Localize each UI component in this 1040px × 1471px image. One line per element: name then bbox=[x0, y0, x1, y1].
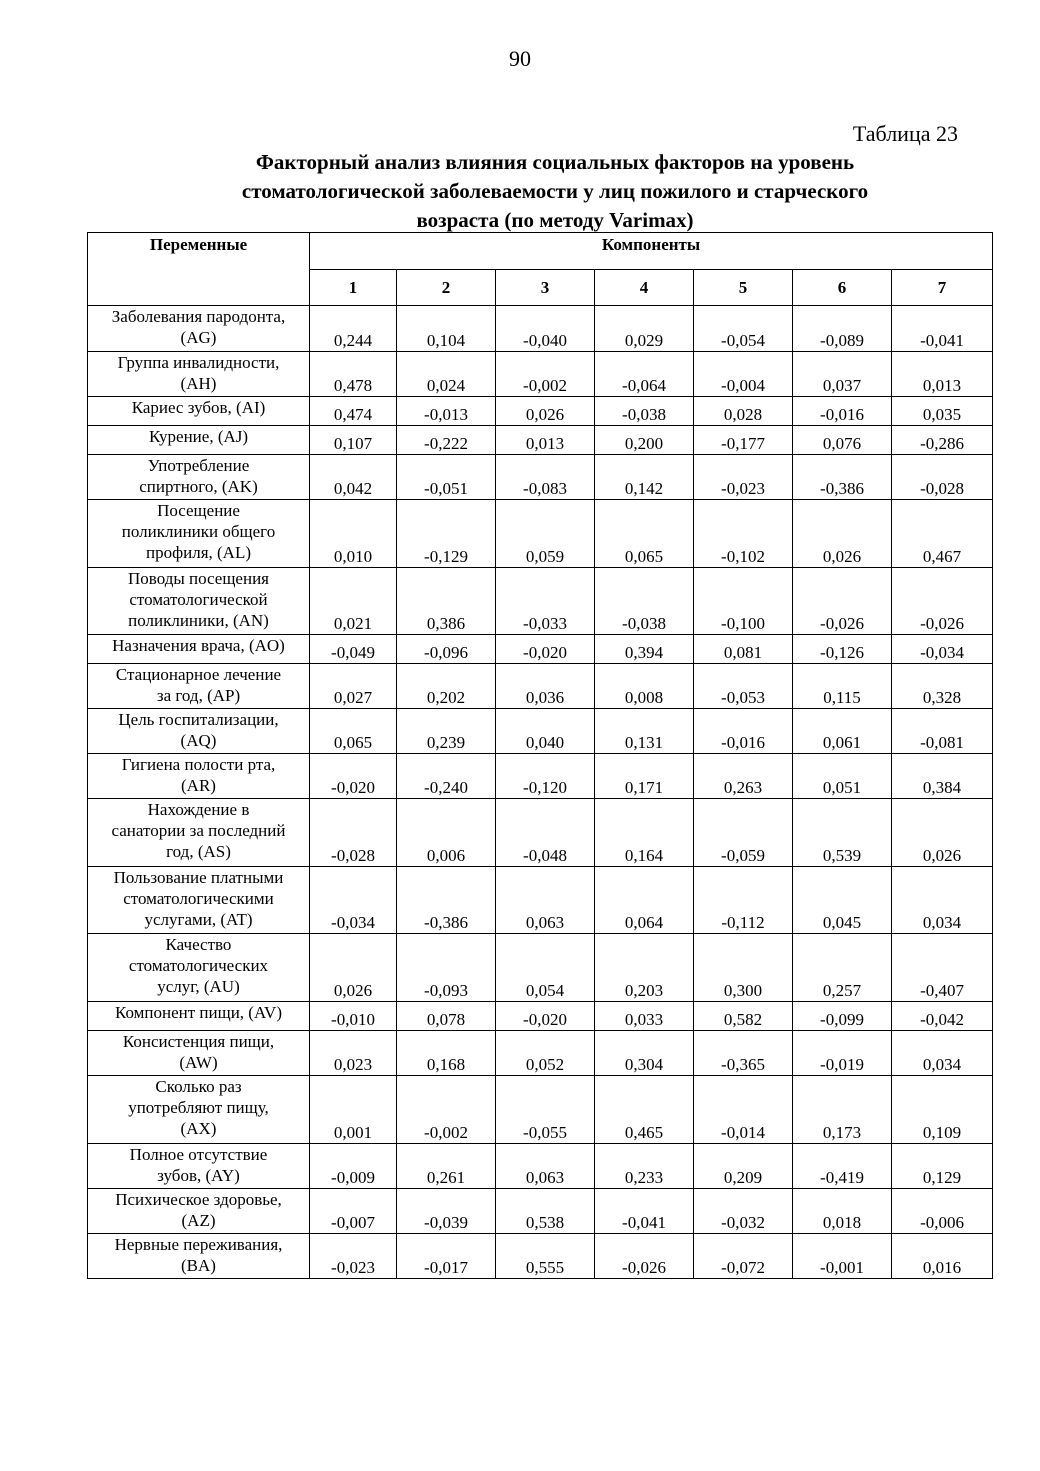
table-title bbox=[120, 148, 990, 235]
component-value-cell: -0,365 bbox=[694, 1031, 793, 1076]
component-value-cell: -0,093 bbox=[397, 934, 496, 1002]
table-row bbox=[88, 397, 993, 426]
component-value-cell: -0,038 bbox=[595, 397, 694, 426]
component-value-cell: -0,002 bbox=[496, 352, 595, 397]
component-value-cell: 0,010 bbox=[310, 500, 397, 568]
component-value-cell: 0,063 bbox=[496, 1144, 595, 1189]
variable-label bbox=[88, 397, 310, 426]
table-title-line: стоматологической заболеваемости у лиц пожилого и старческого bbox=[241, 179, 869, 203]
table-body bbox=[88, 306, 993, 1279]
component-value-cell: 0,027 bbox=[310, 664, 397, 709]
component-value-cell: -0,129 bbox=[397, 500, 496, 568]
component-value-cell: -0,001 bbox=[793, 1234, 892, 1279]
component-value-cell: 0,063 bbox=[496, 867, 595, 934]
variable-label-line: (AX) bbox=[180, 1119, 217, 1138]
component-value-cell: 0,465 bbox=[595, 1076, 694, 1144]
variable-label bbox=[88, 455, 310, 500]
component-value-cell: -0,112 bbox=[694, 867, 793, 934]
component-value-cell: 0,028 bbox=[694, 397, 793, 426]
component-value-cell: 0,261 bbox=[397, 1144, 496, 1189]
component-value-cell: -0,419 bbox=[793, 1144, 892, 1189]
component-value-cell: 0,209 bbox=[694, 1144, 793, 1189]
component-value-cell: 0,006 bbox=[397, 799, 496, 867]
variable-label bbox=[88, 426, 310, 455]
components-header: Компоненты bbox=[310, 233, 993, 270]
variable-label-line: услуг, (AU) bbox=[157, 977, 240, 996]
variable-label-line: Группа инвалидности, bbox=[117, 353, 280, 372]
component-value-cell: -0,051 bbox=[397, 455, 496, 500]
component-value-cell: 0,065 bbox=[595, 500, 694, 568]
component-value-cell: 0,013 bbox=[496, 426, 595, 455]
component-value-cell: -0,026 bbox=[793, 568, 892, 635]
component-value-cell: 0,016 bbox=[892, 1234, 993, 1279]
variable-label-line: Цель госпитализации, bbox=[118, 710, 279, 729]
component-value-cell: -0,009 bbox=[310, 1144, 397, 1189]
component-value-cell: 0,263 bbox=[694, 754, 793, 799]
component-value-cell: 0,474 bbox=[310, 397, 397, 426]
component-value-cell: 0,107 bbox=[310, 426, 397, 455]
component-value-cell: 0,051 bbox=[793, 754, 892, 799]
component-value-cell: 0,029 bbox=[595, 306, 694, 352]
table-row bbox=[88, 1189, 993, 1234]
component-value-cell: 0,026 bbox=[496, 397, 595, 426]
variable-label-line: стоматологической bbox=[129, 590, 268, 609]
component-value-cell: -0,099 bbox=[793, 1002, 892, 1031]
variable-label bbox=[88, 635, 310, 664]
component-value-cell: -0,004 bbox=[694, 352, 793, 397]
component-value-cell: 0,467 bbox=[892, 500, 993, 568]
component-value-cell: -0,386 bbox=[793, 455, 892, 500]
variable-label bbox=[88, 1234, 310, 1279]
variable-label-line: стоматологических bbox=[128, 956, 269, 975]
table-title-line: возраста (по методу Varimax) bbox=[416, 208, 694, 232]
component-value-cell: -0,039 bbox=[397, 1189, 496, 1234]
component-value-cell: 0,026 bbox=[892, 799, 993, 867]
component-value-cell: -0,083 bbox=[496, 455, 595, 500]
component-value-cell: -0,028 bbox=[892, 455, 993, 500]
component-value-cell: 0,081 bbox=[694, 635, 793, 664]
variable-label-line: Назначения врача, (AO) bbox=[112, 636, 285, 655]
variables-header: Переменные bbox=[88, 233, 310, 306]
component-value-cell: -0,014 bbox=[694, 1076, 793, 1144]
component-value-cell: -0,013 bbox=[397, 397, 496, 426]
component-value-cell: -0,016 bbox=[793, 397, 892, 426]
table-row bbox=[88, 1144, 993, 1189]
component-value-cell: 0,013 bbox=[892, 352, 993, 397]
variable-label bbox=[88, 1076, 310, 1144]
component-value-cell: -0,010 bbox=[310, 1002, 397, 1031]
component-number-header: 6 bbox=[793, 270, 892, 306]
component-value-cell: 0,052 bbox=[496, 1031, 595, 1076]
table-row bbox=[88, 1031, 993, 1076]
component-value-cell: -0,040 bbox=[496, 306, 595, 352]
component-value-cell: 0,203 bbox=[595, 934, 694, 1002]
component-value-cell: 0,040 bbox=[496, 709, 595, 754]
table-row bbox=[88, 500, 993, 568]
variable-label-line: Гигиена полости рта, bbox=[121, 755, 276, 774]
component-value-cell: -0,386 bbox=[397, 867, 496, 934]
component-value-cell: -0,034 bbox=[892, 635, 993, 664]
component-value-cell: 0,045 bbox=[793, 867, 892, 934]
component-value-cell: -0,064 bbox=[595, 352, 694, 397]
component-value-cell: 0,173 bbox=[793, 1076, 892, 1144]
variable-label-line: Консистенция пищи, bbox=[122, 1032, 275, 1051]
table-row bbox=[88, 635, 993, 664]
component-value-cell: -0,240 bbox=[397, 754, 496, 799]
variable-label bbox=[88, 934, 310, 1002]
variable-label-line: Компонент пищи, (AV) bbox=[114, 1003, 282, 1022]
variable-label-line: (BA) bbox=[181, 1256, 216, 1275]
variable-label-line: Пользование платными bbox=[113, 868, 284, 887]
component-value-cell: -0,100 bbox=[694, 568, 793, 635]
variable-label-line: год, (AS) bbox=[166, 842, 231, 861]
component-value-cell: 0,582 bbox=[694, 1002, 793, 1031]
component-value-cell: 0,036 bbox=[496, 664, 595, 709]
variable-label-line: поликлиники общего bbox=[121, 522, 276, 541]
component-value-cell: 0,023 bbox=[310, 1031, 397, 1076]
component-value-cell: 0,034 bbox=[892, 1031, 993, 1076]
component-value-cell: 0,164 bbox=[595, 799, 694, 867]
component-value-cell: 0,035 bbox=[892, 397, 993, 426]
component-value-cell: 0,059 bbox=[496, 500, 595, 568]
component-value-cell: 0,200 bbox=[595, 426, 694, 455]
component-value-cell: -0,286 bbox=[892, 426, 993, 455]
component-value-cell: -0,055 bbox=[496, 1076, 595, 1144]
component-value-cell: 0,328 bbox=[892, 664, 993, 709]
component-value-cell: 0,142 bbox=[595, 455, 694, 500]
component-value-cell: 0,008 bbox=[595, 664, 694, 709]
component-value-cell: 0,061 bbox=[793, 709, 892, 754]
component-number-header: 7 bbox=[892, 270, 993, 306]
component-value-cell: 0,001 bbox=[310, 1076, 397, 1144]
variable-label-line: профиля, (AL) bbox=[146, 543, 251, 562]
variable-label-line: (AW) bbox=[179, 1053, 218, 1072]
component-value-cell: 0,304 bbox=[595, 1031, 694, 1076]
component-value-cell: 0,104 bbox=[397, 306, 496, 352]
variable-label bbox=[88, 1002, 310, 1031]
component-value-cell: 0,394 bbox=[595, 635, 694, 664]
variable-label bbox=[88, 1144, 310, 1189]
variable-label-line: Посещение bbox=[157, 501, 240, 520]
component-value-cell: 0,033 bbox=[595, 1002, 694, 1031]
component-value-cell: 0,078 bbox=[397, 1002, 496, 1031]
component-value-cell: -0,023 bbox=[310, 1234, 397, 1279]
component-value-cell: -0,126 bbox=[793, 635, 892, 664]
component-value-cell: -0,028 bbox=[310, 799, 397, 867]
variable-label-line: Качество bbox=[165, 935, 232, 954]
variable-label-line: Нахождение в bbox=[147, 800, 250, 819]
table-row bbox=[88, 426, 993, 455]
variable-label-line: услугами, (AT) bbox=[144, 910, 253, 929]
variable-label bbox=[88, 709, 310, 754]
variable-label-line: Полное отсутствие bbox=[129, 1145, 268, 1164]
component-value-cell: -0,041 bbox=[892, 306, 993, 352]
variable-label-line: Употребление bbox=[147, 456, 250, 475]
variable-label-line: стоматологическими bbox=[123, 889, 274, 908]
variable-label-line: (AH) bbox=[180, 374, 217, 393]
component-value-cell: -0,049 bbox=[310, 635, 397, 664]
component-value-cell: -0,026 bbox=[892, 568, 993, 635]
table-label: Таблица 23 bbox=[852, 121, 958, 146]
component-value-cell: 0,054 bbox=[496, 934, 595, 1002]
variable-label bbox=[88, 352, 310, 397]
page-number: 90 bbox=[509, 46, 531, 71]
component-value-cell: -0,002 bbox=[397, 1076, 496, 1144]
variable-label-line: Стационарное лечение bbox=[115, 665, 282, 684]
component-value-cell: 0,065 bbox=[310, 709, 397, 754]
component-value-cell: 0,037 bbox=[793, 352, 892, 397]
variable-label bbox=[88, 799, 310, 867]
component-value-cell: -0,023 bbox=[694, 455, 793, 500]
variable-label bbox=[88, 867, 310, 934]
variable-label bbox=[88, 754, 310, 799]
table-row bbox=[88, 568, 993, 635]
variable-label-line: Заболевания пародонта, bbox=[111, 307, 286, 326]
component-value-cell: 0,202 bbox=[397, 664, 496, 709]
component-value-cell: 0,026 bbox=[793, 500, 892, 568]
component-value-cell: 0,555 bbox=[496, 1234, 595, 1279]
variable-label-line: (AR) bbox=[181, 776, 216, 795]
variable-label-line: Кариес зубов, (AI) bbox=[131, 398, 266, 417]
table-row bbox=[88, 306, 993, 352]
table-title-line: Факторный анализ влияния социальных факторов на уровень bbox=[255, 150, 855, 174]
component-value-cell: -0,102 bbox=[694, 500, 793, 568]
component-value-cell: 0,042 bbox=[310, 455, 397, 500]
variable-label-line: Курение, (AJ) bbox=[148, 427, 249, 446]
variable-label-line: Сколько раз bbox=[155, 1077, 242, 1096]
component-value-cell: -0,089 bbox=[793, 306, 892, 352]
component-value-cell: 0,129 bbox=[892, 1144, 993, 1189]
component-value-cell: -0,006 bbox=[892, 1189, 993, 1234]
component-value-cell: -0,020 bbox=[310, 754, 397, 799]
factor-analysis-table bbox=[87, 232, 993, 1279]
component-value-cell: -0,407 bbox=[892, 934, 993, 1002]
component-value-cell: -0,007 bbox=[310, 1189, 397, 1234]
variable-label-line: (AQ) bbox=[180, 731, 217, 750]
component-value-cell: -0,059 bbox=[694, 799, 793, 867]
variable-label-line: (AZ) bbox=[181, 1211, 216, 1230]
component-value-cell: -0,120 bbox=[496, 754, 595, 799]
component-value-cell: 0,233 bbox=[595, 1144, 694, 1189]
component-value-cell: 0,024 bbox=[397, 352, 496, 397]
table-row bbox=[88, 1076, 993, 1144]
component-value-cell: -0,041 bbox=[595, 1189, 694, 1234]
component-value-cell: 0,171 bbox=[595, 754, 694, 799]
component-value-cell: 0,239 bbox=[397, 709, 496, 754]
component-number-header: 3 bbox=[496, 270, 595, 306]
variable-label bbox=[88, 1031, 310, 1076]
component-value-cell: 0,478 bbox=[310, 352, 397, 397]
variable-label-line: Поводы посещения bbox=[128, 569, 269, 588]
component-value-cell: -0,016 bbox=[694, 709, 793, 754]
component-number-header: 5 bbox=[694, 270, 793, 306]
component-number-header: 4 bbox=[595, 270, 694, 306]
component-value-cell: 0,115 bbox=[793, 664, 892, 709]
variable-label-line: Нервные переживания, bbox=[114, 1235, 283, 1254]
component-value-cell: 0,131 bbox=[595, 709, 694, 754]
component-value-cell: -0,020 bbox=[496, 635, 595, 664]
component-value-cell: -0,081 bbox=[892, 709, 993, 754]
component-value-cell: 0,076 bbox=[793, 426, 892, 455]
variable-label bbox=[88, 568, 310, 635]
component-value-cell: -0,048 bbox=[496, 799, 595, 867]
variable-label-line: санатории за последний bbox=[111, 821, 286, 840]
component-value-cell: -0,020 bbox=[496, 1002, 595, 1031]
table-row bbox=[88, 934, 993, 1002]
component-value-cell: -0,038 bbox=[595, 568, 694, 635]
table-row bbox=[88, 1234, 993, 1279]
component-value-cell: -0,042 bbox=[892, 1002, 993, 1031]
table-row bbox=[88, 455, 993, 500]
table-row bbox=[88, 352, 993, 397]
component-value-cell: -0,017 bbox=[397, 1234, 496, 1279]
component-value-cell: 0,300 bbox=[694, 934, 793, 1002]
table-row bbox=[88, 867, 993, 934]
component-value-cell: -0,026 bbox=[595, 1234, 694, 1279]
component-value-cell: -0,019 bbox=[793, 1031, 892, 1076]
component-value-cell: 0,168 bbox=[397, 1031, 496, 1076]
variable-label-line: спиртного, (AK) bbox=[139, 477, 258, 496]
table-row bbox=[88, 664, 993, 709]
component-value-cell: -0,033 bbox=[496, 568, 595, 635]
variable-label-line: за год, (AP) bbox=[156, 686, 241, 705]
component-value-cell: 0,538 bbox=[496, 1189, 595, 1234]
component-value-cell: 0,026 bbox=[310, 934, 397, 1002]
component-value-cell: -0,053 bbox=[694, 664, 793, 709]
component-number-header: 2 bbox=[397, 270, 496, 306]
component-number-header: 1 bbox=[310, 270, 397, 306]
variable-label-line: Психическое здоровье, bbox=[115, 1190, 282, 1209]
component-value-cell: 0,034 bbox=[892, 867, 993, 934]
variable-label-line: зубов, (AY) bbox=[157, 1166, 240, 1185]
component-value-cell: -0,034 bbox=[310, 867, 397, 934]
variable-label bbox=[88, 1189, 310, 1234]
component-value-cell: -0,054 bbox=[694, 306, 793, 352]
component-value-cell: 0,021 bbox=[310, 568, 397, 635]
component-value-cell: 0,384 bbox=[892, 754, 993, 799]
component-value-cell: -0,072 bbox=[694, 1234, 793, 1279]
variable-label-line: (AG) bbox=[180, 328, 217, 347]
component-value-cell: 0,064 bbox=[595, 867, 694, 934]
component-value-cell: 0,244 bbox=[310, 306, 397, 352]
variable-label bbox=[88, 664, 310, 709]
component-value-cell: -0,096 bbox=[397, 635, 496, 664]
component-value-cell: 0,018 bbox=[793, 1189, 892, 1234]
table-row bbox=[88, 799, 993, 867]
component-value-cell: -0,032 bbox=[694, 1189, 793, 1234]
table-row bbox=[88, 709, 993, 754]
component-value-cell: 0,109 bbox=[892, 1076, 993, 1144]
table-row bbox=[88, 754, 993, 799]
component-value-cell: -0,177 bbox=[694, 426, 793, 455]
table-row bbox=[88, 1002, 993, 1031]
component-value-cell: 0,257 bbox=[793, 934, 892, 1002]
variable-label bbox=[88, 500, 310, 568]
variable-label bbox=[88, 306, 310, 352]
component-value-cell: 0,539 bbox=[793, 799, 892, 867]
variable-label-line: поликлиники, (AN) bbox=[128, 611, 269, 630]
component-value-cell: 0,386 bbox=[397, 568, 496, 635]
component-value-cell: -0,222 bbox=[397, 426, 496, 455]
variable-label-line: употребляют пищу, bbox=[128, 1098, 269, 1117]
